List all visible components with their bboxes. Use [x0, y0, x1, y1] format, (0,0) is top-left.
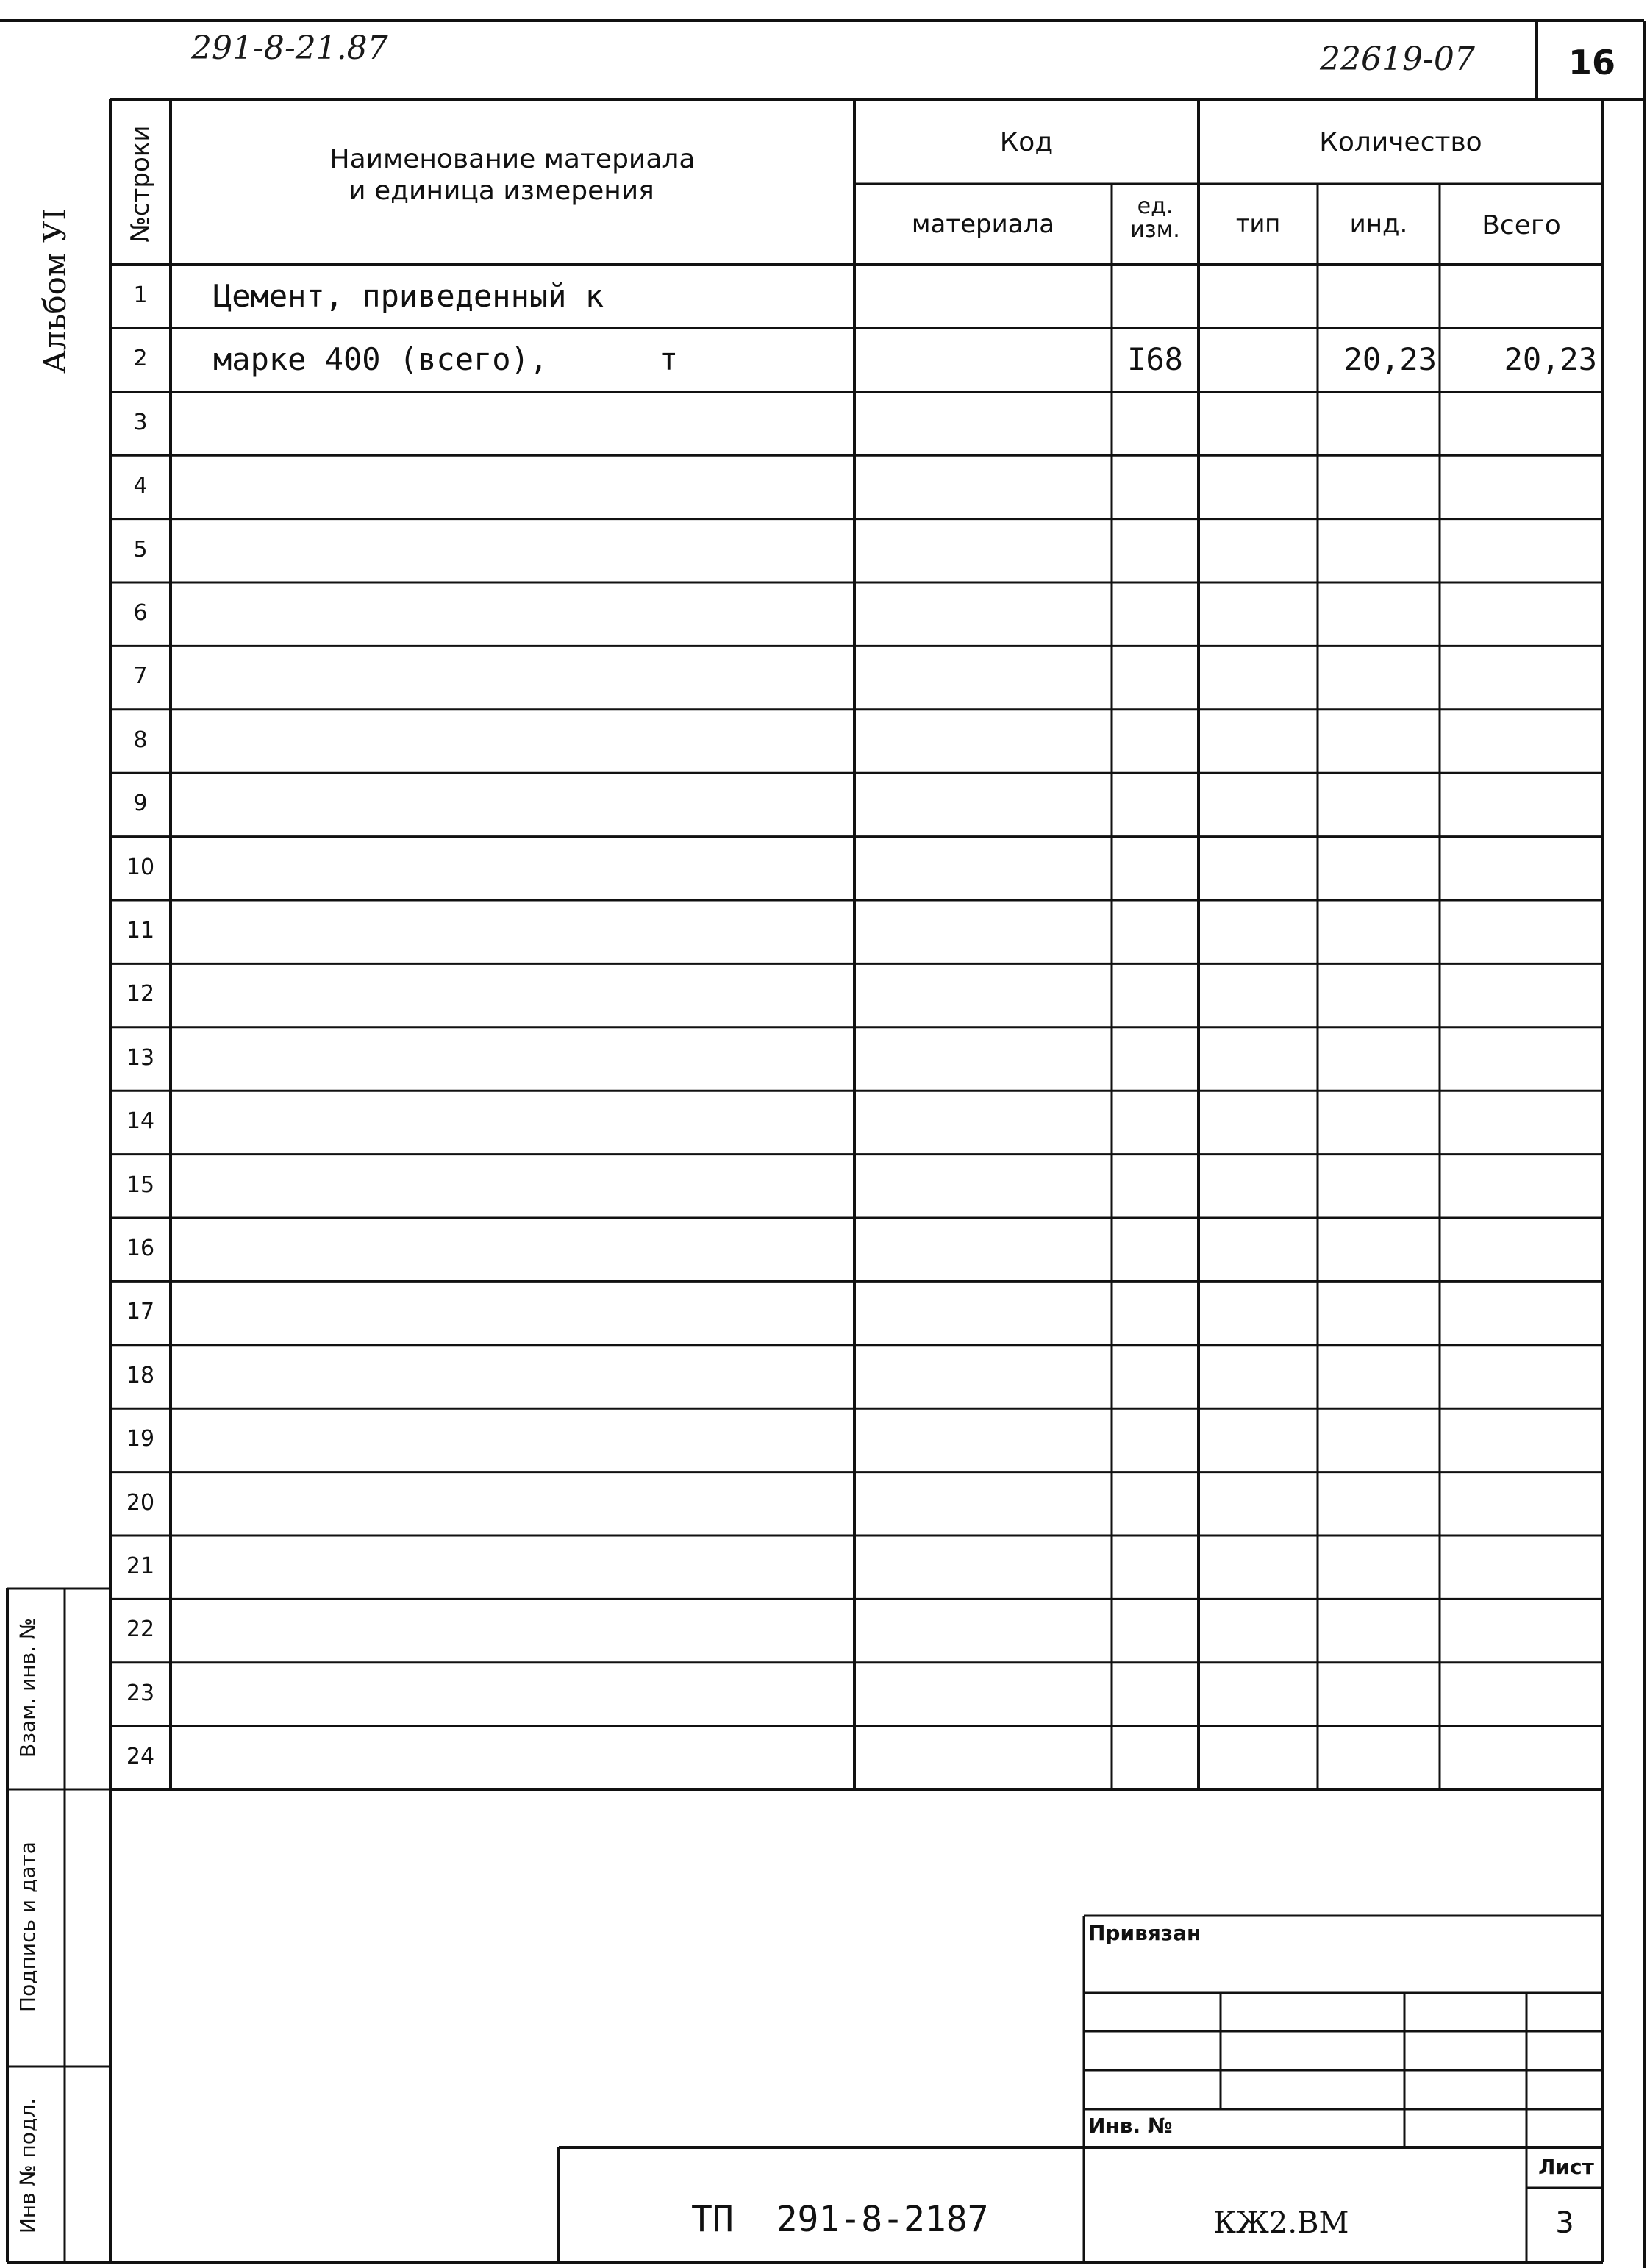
row-number: 18 — [126, 1362, 155, 1388]
page-number: 16 — [1568, 43, 1615, 82]
row-number: 12 — [126, 981, 155, 1008]
stamp-vzam-inv: Взам. инв. № — [15, 1617, 40, 1758]
row-number: 14 — [126, 1108, 155, 1135]
inv-no-label: Инв. № — [1088, 2114, 1173, 2138]
doc-code-left: 291-8-21.87 — [191, 29, 388, 67]
row-material-name: марке 400 (всего), т — [213, 341, 679, 378]
sheet-number: 3 — [1555, 2206, 1574, 2240]
row-number: 16 — [126, 1235, 155, 1261]
col-code-material-header: материала — [911, 210, 1055, 239]
row-number: 24 — [126, 1744, 155, 1770]
row-number: 4 — [133, 473, 148, 499]
row-number: 19 — [126, 1426, 155, 1452]
row-number: 17 — [126, 1299, 155, 1325]
col-row-number-header: №строки — [126, 125, 155, 243]
row-number: 11 — [126, 918, 155, 944]
sheet-label: Лист — [1538, 2155, 1594, 2179]
row-qty-ind: 20,23 — [1343, 341, 1437, 378]
privyazan-label: Привязан — [1088, 1921, 1201, 1945]
row-unit-code: I68 — [1127, 341, 1183, 378]
stamp-podpis-data: Подпись и дата — [15, 1841, 40, 2012]
row-number: 5 — [133, 536, 148, 563]
row-number: 20 — [126, 1489, 155, 1516]
row-number: 13 — [126, 1044, 155, 1071]
col-code-header: Код — [999, 127, 1054, 157]
col-qty-ind-header: инд. — [1349, 210, 1408, 239]
album-label: Альбом УI — [37, 208, 73, 374]
row-number: 2 — [133, 346, 148, 372]
row-number: 8 — [133, 727, 148, 753]
col-name-line1: Наименование материала — [329, 144, 696, 174]
doc-code-right: 22619-07 — [1320, 40, 1475, 78]
doc-mark: КЖ2.ВМ — [1213, 2206, 1349, 2240]
row-number: 15 — [126, 1172, 155, 1198]
col-name-header — [171, 143, 854, 207]
row-number: 6 — [133, 600, 148, 626]
tp-code: ТП 291-8-2187 — [691, 2199, 989, 2240]
row-number: 10 — [126, 854, 155, 880]
col-name-line2: и единица измерения — [349, 176, 654, 207]
row-number: 21 — [126, 1553, 155, 1579]
col-code-unit-header: ед. изм. — [1130, 193, 1180, 243]
col-qty-total-header: Всего — [1482, 210, 1561, 240]
row-number: 7 — [133, 663, 148, 690]
row-number: 3 — [133, 409, 148, 435]
stamp-inv-podl: Инв № подл. — [15, 2097, 40, 2234]
col-qty-type-header: тип — [1235, 210, 1281, 238]
row-material-name: Цемент, приведенный к — [213, 278, 604, 314]
row-number: 23 — [126, 1680, 155, 1706]
row-qty-total: 20,23 — [1504, 341, 1597, 378]
row-number: 22 — [126, 1616, 155, 1643]
col-qty-header: Количество — [1319, 127, 1482, 157]
row-number: 1 — [133, 282, 148, 308]
row-number: 9 — [133, 791, 148, 817]
